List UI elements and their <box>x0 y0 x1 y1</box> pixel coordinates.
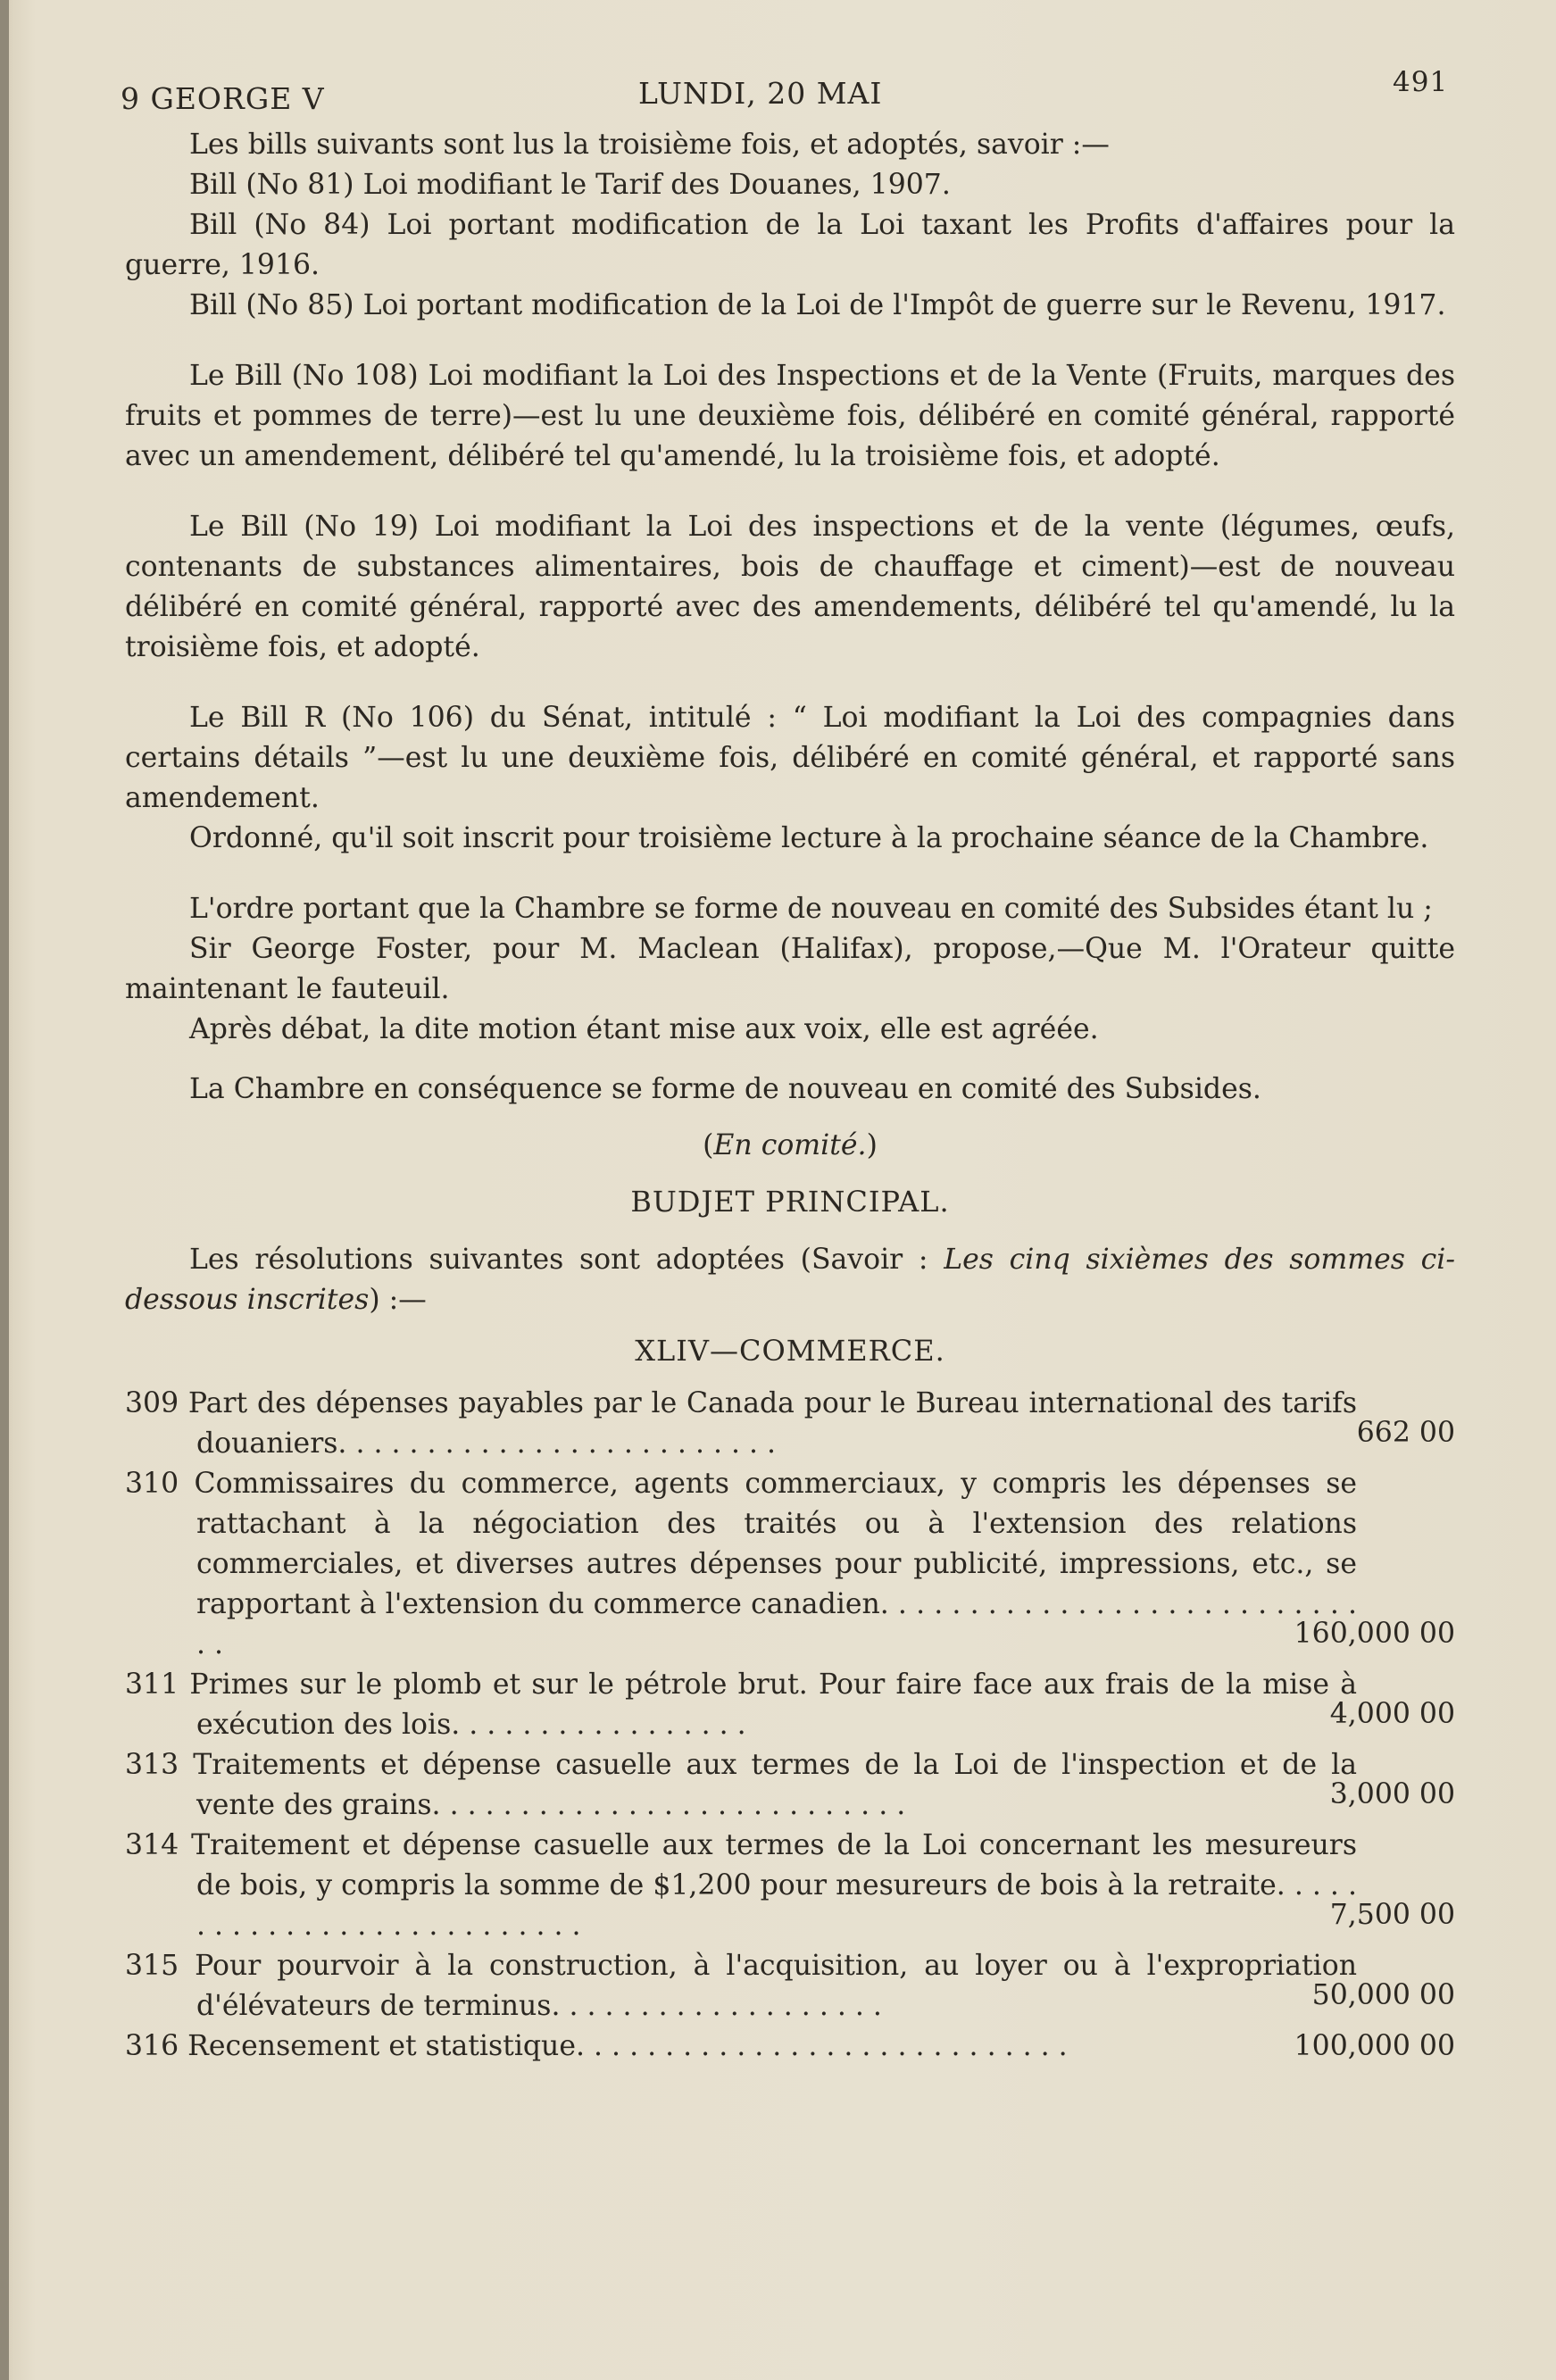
header-date: LUNDI, 20 MAI <box>638 76 883 111</box>
item-description: Part des dépenses payables par le Canada pour le Bureau international des tarifs douaniers. . . . . . . . . . . . . . . . . . . . . . . . . <box>187 1387 1358 1460</box>
item-description: Recensement et statistique. . . . . . . . . . . . . . . . . . . . . . . . . . . . <box>187 2030 1068 2062</box>
item-number: 311 <box>125 1668 179 1701</box>
paragraph-ordre-subsides: L'ordre portant que la Chambre se forme de nouveau en comité des Subsides étant lu ; <box>189 893 1433 925</box>
page-content <box>121 62 1455 2067</box>
item-number: 310 <box>125 1468 179 1500</box>
paragraph-bill-108: Le Bill (No 108) Loi modifiant la Loi des Inspections et de la Vente (Fruits, marques des fruits et pommes de terre)—est lu une deuxième fois, délibéré en comité général, rapporté avec un amendement, délibéré tel qu'amendé, lu la troisième fois, et adopté. <box>125 360 1455 472</box>
item-description: Primes sur le plomb et sur le pétrole brut. Pour faire face aux frais de la mise à exécution des lois. . . . . . . . . . . . . . . . . <box>189 1668 1357 1741</box>
item-description: Traitement et dépense casuelle aux termes de la Loi concernant les mesureurs de bois, y compris la somme de $1,200 pour mesureurs de bois à la retraite. . . . . . . . . . . . . . . . . . . . . . . . . . . <box>191 1829 1357 1942</box>
item-amount: 50,000 00 <box>1311 1979 1455 2011</box>
paragraph-apres-debat: Après débat, la dite motion étant mise aux voix, elle est agréée. <box>189 1013 1099 1045</box>
paragraph-bill-19: Le Bill (No 19) Loi modifiant la Loi des inspections et de la vente (légumes, œufs, contenants de substances alimentaires, bois de chauffage et ciment)—est de nouveau délibéré en comité général, rapporté avec des amendements, délibéré tel qu'amendé, lu la troisième fois, et adopté. <box>125 511 1455 663</box>
paragraph-bill-81: Bill (No 81) Loi modifiant le Tarif des Douanes, 1907. <box>189 169 951 201</box>
item-amount: 7,500 00 <box>1329 1899 1455 1931</box>
paragraph-bill-84: Bill (No 84) Loi portant modification de la Loi taxant les Profits d'affaires pour la guerre, 1916. <box>125 209 1455 281</box>
in-committee-heading: (En comité.) <box>703 1129 878 1161</box>
list-item <box>125 1745 1455 1826</box>
item-amount: 4,000 00 <box>1329 1698 1455 1730</box>
paragraph-resolutions <box>125 1240 1455 1320</box>
item-amount: 662 00 <box>1356 1417 1455 1449</box>
list-item <box>125 1946 1455 2026</box>
paragraph-chambre-comite: La Chambre en conséquence se forme de nouveau en comité des Subsides. <box>189 1073 1261 1105</box>
header-reign: 9 GEORGE V <box>121 81 325 116</box>
list-item <box>125 1826 1455 1946</box>
item-number: 313 <box>125 1749 179 1781</box>
resolutions-suffix: ) :— <box>369 1284 427 1316</box>
paragraph-foster-motion: Sir George Foster, pour M. Maclean (Halifax), propose,—Que M. l'Orateur quitte maintenant le fauteuil. <box>125 933 1455 1005</box>
item-description: Pour pourvoir à la construction, à l'acquisition, au loyer ou à l'expropriation d'élévateurs de terminus. . . . . . . . . . . . . . . . . . . <box>195 1950 1357 2022</box>
item-amount: 3,000 00 <box>1329 1778 1455 1810</box>
list-item <box>125 1665 1455 1745</box>
page-number: 491 <box>1393 66 1449 98</box>
list-item <box>125 1384 1455 1464</box>
section-title: XLIV—COMMERCE. <box>635 1334 945 1368</box>
paragraph-bill-85: Bill (No 85) Loi portant modification de la Loi de l'Impôt de guerre sur le Revenu, 1917. <box>189 289 1446 321</box>
item-description: Traitements et dépense casuelle aux termes de la Loi de l'inspection et de la vente des grains. . . . . . . . . . . . . . . . . . . . . . . . . . . <box>193 1749 1357 1821</box>
budget-title: BUDJET PRINCIPAL. <box>630 1185 950 1219</box>
paragraph-ordonne: Ordonné, qu'il soit inscrit pour troisième lecture à la prochaine séance de la Chambre. <box>189 822 1429 854</box>
item-number: 315 <box>125 1950 179 1982</box>
list-item <box>125 2026 1455 2067</box>
in-committee-text: En comité. <box>713 1129 867 1161</box>
list-item <box>125 1464 1455 1665</box>
paragraph-bills-third-reading: Les bills suivants sont lus la troisième fois, et adoptés, savoir :— <box>189 129 1110 161</box>
running-header <box>121 62 1455 125</box>
item-amount: 100,000 00 <box>1294 2030 1455 2062</box>
budget-items-list <box>125 1384 1455 2067</box>
resolutions-prefix: Les résolutions suivantes sont adoptées (Savoir : <box>189 1244 944 1276</box>
item-number: 316 <box>125 2030 179 2062</box>
paragraph-bill-r-106: Le Bill R (No 106) du Sénat, intitulé : “ Loi modifiant la Loi des compagnies dans certains détails ”—est lu une deuxième fois, délibéré en comité général, et rapporté sans amendement. <box>125 702 1455 814</box>
item-number: 314 <box>125 1829 179 1861</box>
resolutions-italic: Les cinq sixièmes des sommes ci-dessous inscrites <box>125 1244 1455 1316</box>
page-binding-edge <box>0 0 9 2380</box>
item-description: Commissaires du commerce, agents commerciaux, y compris les dépenses se rattachant à la négociation des traités ou à l'extension des relations commerciales, et diverses autres dépenses pour publicité, impressions, etc., se rapportant à l'extension du commerce canadien. . . . . . . . . . . . . . . . . . . . . . . . . . . . . <box>194 1468 1358 1660</box>
item-number: 309 <box>125 1387 179 1419</box>
item-amount: 160,000 00 <box>1294 1618 1455 1650</box>
